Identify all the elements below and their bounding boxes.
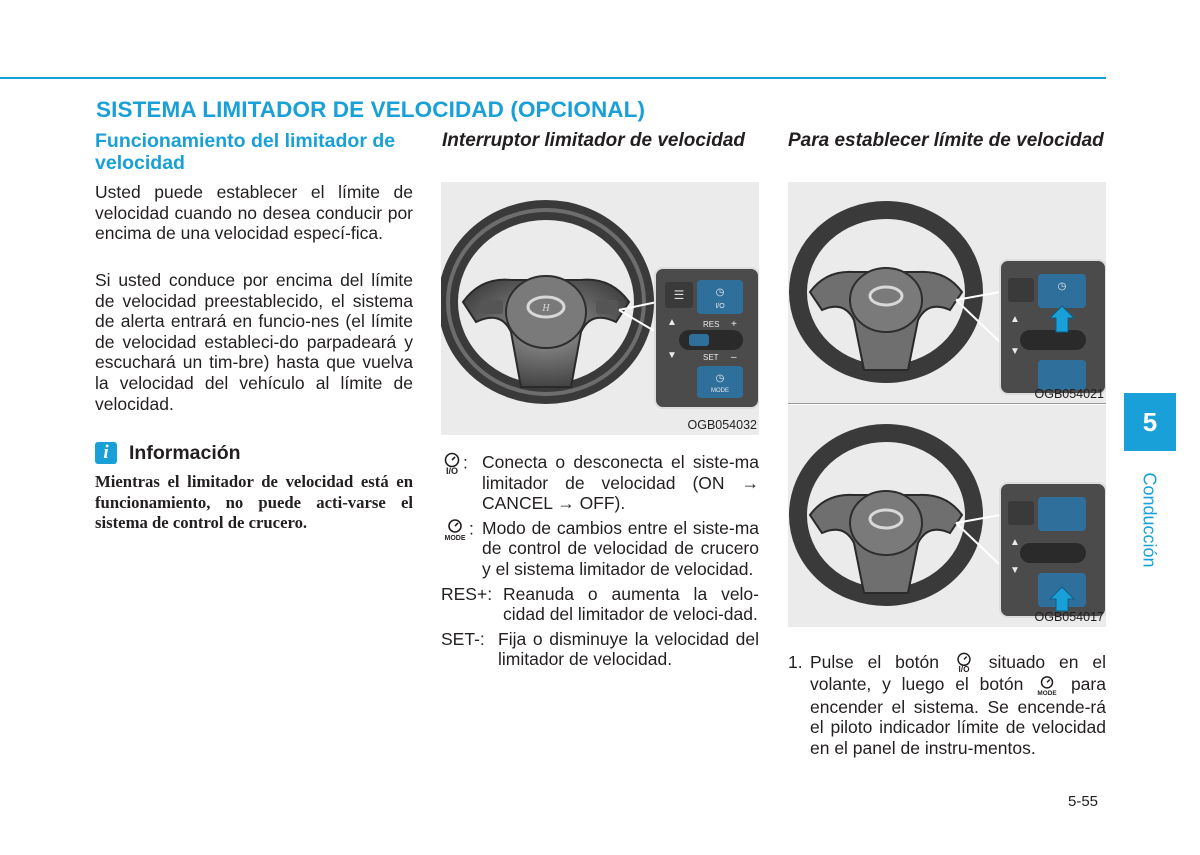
svg-text:SET: SET [703, 353, 719, 362]
definition-term: I/O : [441, 452, 468, 476]
svg-text:H: H [542, 303, 550, 314]
svg-text:▲: ▲ [1010, 314, 1020, 325]
definition-io [441, 452, 759, 514]
svg-text:◷: ◷ [715, 373, 725, 384]
svg-text:◷: ◷ [1057, 281, 1067, 292]
svg-text:▲: ▲ [1010, 537, 1020, 548]
svg-text:I/O: I/O [958, 665, 970, 675]
paragraph-warning: Si usted conduce por encima del límite de velocidad preestablecido, el sistema de alerta entrará en funcio-nes (el límite de velocidad estableci-do parpadeará y escuchará un tim-bre) hasta que vuelva la velocidad del vehículo al límite de velocidad. [95, 270, 413, 414]
switch-heading: Interruptor limitador de velocidad [442, 130, 745, 151]
definition-term: RES+: [441, 583, 493, 604]
svg-text:MODE: MODE [711, 388, 729, 394]
image-code: OGB054032 [687, 418, 757, 432]
steering-wheel-figure-io [788, 182, 1106, 404]
page-number: 5-55 [1068, 793, 1099, 810]
svg-text:–: – [731, 352, 737, 363]
definition-desc: Conecta o desconecta el siste-ma limitador de velocidad (ON → CANCEL → OFF). [482, 452, 759, 514]
image-code-bottom: OGB054017 [1034, 610, 1104, 624]
steering-wheel-figure-mode [788, 405, 1106, 627]
definition-desc: Reanuda o aumenta la velo-cidad del limitador de veloci-dad. [503, 583, 759, 625]
figure-divider [788, 403, 1106, 404]
info-title: Información [129, 441, 241, 464]
definition-res [441, 584, 759, 625]
svg-text:MODE: MODE [444, 534, 466, 542]
mode-button-icon [441, 518, 469, 542]
svg-text:▼: ▼ [1010, 346, 1020, 357]
svg-text:+: + [731, 319, 737, 330]
info-header [95, 440, 241, 466]
header-rule [0, 77, 1106, 79]
info-icon: i [95, 442, 117, 464]
speed-limiter-io-icon [953, 652, 975, 674]
steering-wheel-figure [441, 182, 759, 435]
page-title: SISTEMA LIMITADOR DE VELOCIDAD (OPCIONAL) [96, 97, 646, 122]
svg-text:◷: ◷ [715, 287, 725, 298]
svg-text:▼: ▼ [1010, 565, 1020, 576]
steering-wheel-illustration [441, 182, 759, 435]
step-text: Pulse el botón I/O situado en el volante, y luego el botón MODE para encender el sistema. Se encende-rá el piloto indicador límite de velocidad en el panel de instru-mentos. [810, 652, 1107, 758]
definition-mode [441, 518, 759, 580]
svg-text:I/O: I/O [715, 303, 725, 310]
info-text: Mientras el limitador de velocidad está en funcionamiento, no puede acti-varse el sistema de control de crucero. [95, 472, 413, 532]
setup-heading: Para establecer límite de velocidad [788, 130, 1104, 151]
switch-definitions [441, 452, 759, 674]
definition-desc: Fija o disminuye la velocidad del limitador de velocidad. [498, 628, 759, 670]
image-code-top: OGB054021 [1034, 387, 1104, 401]
svg-text:☰: ☰ [673, 288, 685, 302]
svg-text:MODE: MODE [1037, 689, 1057, 697]
definition-term: SET-: [441, 628, 485, 649]
chapter-tab: 5 [1124, 393, 1176, 451]
chapter-label: Conducción [1139, 472, 1160, 568]
svg-text:▼: ▼ [667, 350, 677, 361]
step-1 [788, 652, 1106, 759]
paragraph-intro: Usted puede establecer el límite de velocidad cuando no desea conducir por encima de una velocidad especí-fica. [95, 182, 413, 244]
step-number: 1. [788, 652, 803, 672]
section-heading: Funcionamiento del limitador de velocidad [95, 130, 396, 174]
definition-desc: Modo de cambios entre el siste-ma de control de velocidad de crucero y el sistema limitador de velocidad. [482, 517, 759, 579]
svg-text:I/O: I/O [445, 466, 459, 476]
mode-button-icon [1034, 675, 1060, 697]
definition-set [441, 629, 759, 670]
steering-wheel-illustration [788, 405, 1106, 627]
steering-wheel-illustration [788, 182, 1106, 404]
definition-term: MODE : [441, 518, 474, 542]
svg-text:RES: RES [703, 320, 720, 329]
svg-text:▲: ▲ [667, 317, 677, 328]
speed-limiter-io-icon [441, 452, 463, 476]
